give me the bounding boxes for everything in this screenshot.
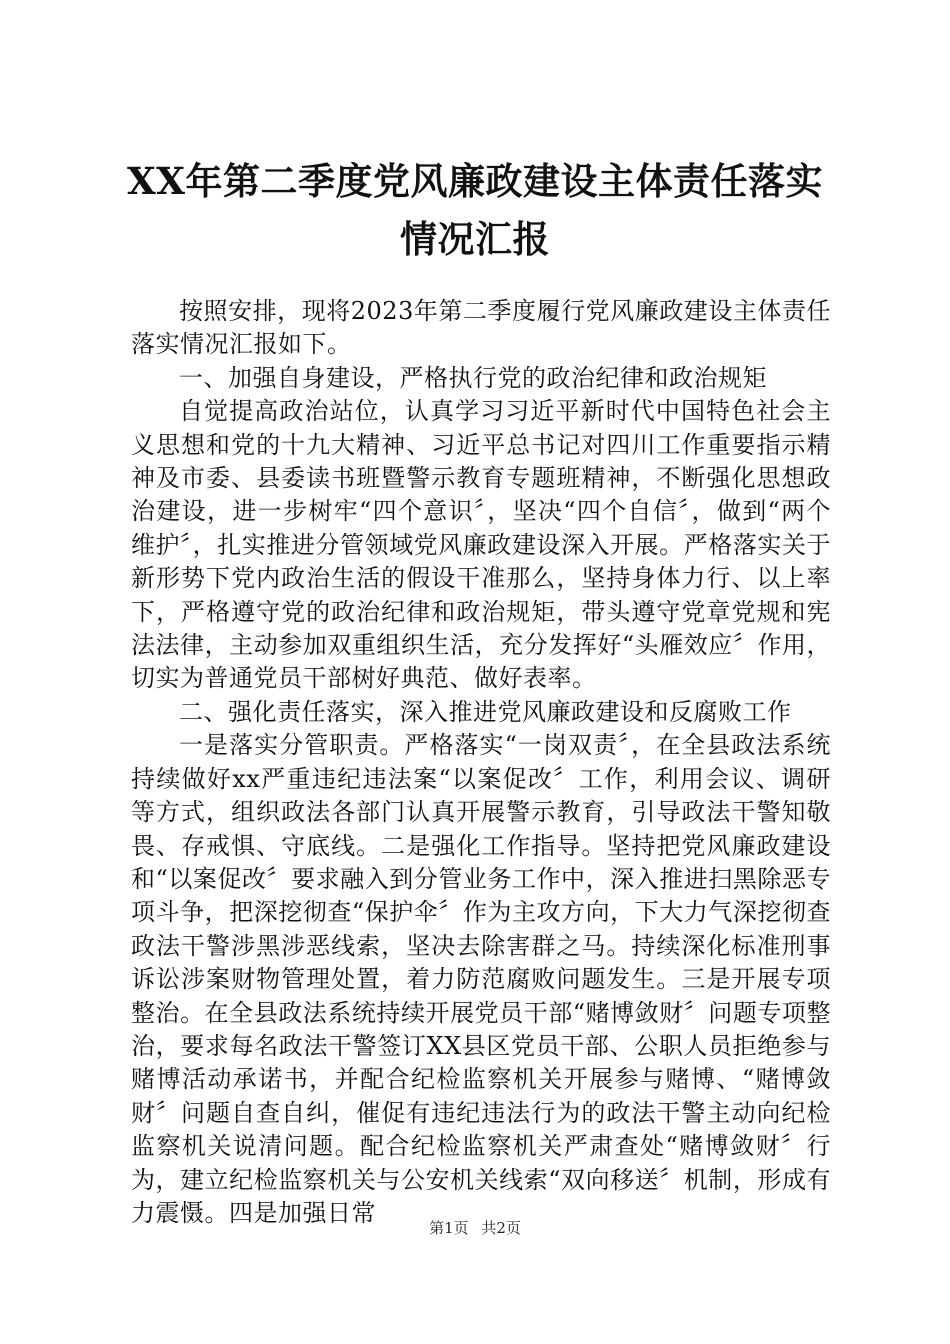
section-2-paragraph: 一是落实分管职责。严格落实“一岗双责〞，在全县政法系统持续做好xx严重违纪违法案“以案促改〞工作，利用会议、调研等方式，组织政法各部门认真开展警示教育，引导政法干警知敬畏、存戒惧、守底线。二是强化工作指导。坚持把党风廉政建设和“以案促改〞要求融入到分管业务工作中，深入推进扫黑除恶专项斗争，把深挖彻查“保护伞〞作为主攻方向，下大力气深挖彻查政法干警涉黑涉恶线索，坚决去除害群之马。持续深化标准刑事诉讼涉案财物管理处置，着力防范腐败问题发生。三是开展专项整治。在全县政法系统持续开展党员干部“赌博敛财〞问题专项整治，要求每名政法干警签订XX县区党员干部、公职人员拒绝参与赌博活动承诺书，并配合纪检监察机关开展参与赌博、“赌博敛财〞问题自查自纠，催促有违纪违法行为的政法干警主动向纪检监察机关说清问题。配合纪检监察机关严肃查处“赌博敛财〞行为，建立纪检监察机关与公安机关线索“双向移送〞机制，形成有力震慑。四是加强日常 [131, 731, 831, 1227]
intro-paragraph: 按照安排，现将2023年第二季度履行党风廉政建设主体责任落实情况汇报如下。 [131, 297, 831, 359]
page-footer [0, 1218, 950, 1238]
section-heading-2: 二、强化责任落实，深入推进党风廉政建设和反腐败工作 [179, 697, 792, 726]
document-body [131, 295, 831, 1230]
page-total: 共2页 [481, 1219, 521, 1237]
document-title: XX年第二季度党风廉政建设主体责任落实情况汇报 [127, 159, 823, 261]
page-number: 第1页 [429, 1219, 469, 1237]
section-heading-1: 一、加强自身建设，严格执行党的政治纪律和政治规矩 [179, 363, 767, 392]
section-1-paragraph: 自觉提高政治站位，认真学习习近平新时代中国特色社会主义思想和党的十九大精神、习近平总书记对四川工作重要指示精神及市委、县委读书班暨警示教育专题班精神，不断强化思想政治建设，进一步树牢“四个意识〞，坚决“四个自信〞，做到“两个维护〞，扎实推进分管领域党风廉政建设深入开展。严格落实关于新形势下党内政治生活的假设干准那么，坚持身体力行、以上率下，严格遵守党的政治纪律和政治规矩，带头遵守党章党规和宪法法律，主动参加双重组织生活，充分发挥好“头雁效应〞作用，切实为普通党员干部树好典范、做好表率。 [131, 397, 831, 693]
